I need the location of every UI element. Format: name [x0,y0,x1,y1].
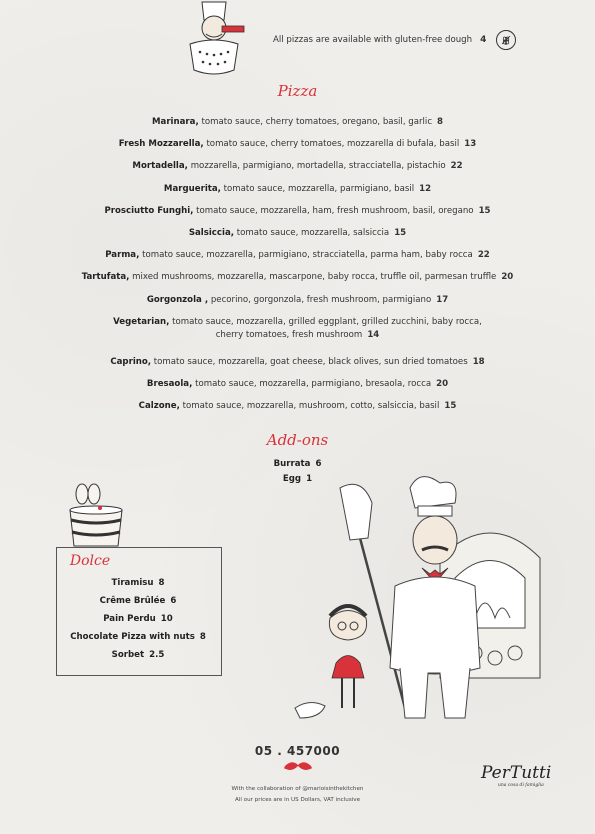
menu-item-parma [40,249,555,271]
item-desc: mozzarella, parmigiano, mortadella, stracciatella, pistachio [190,161,446,172]
menu-item-mortadella [40,160,555,182]
item-name: Fresh Mozzarella, [118,139,204,150]
dolce-name: Pain Perdu [103,614,156,624]
item-name: Prosciutto Funghi, [104,205,194,216]
menu-item-tartufata [40,271,555,293]
menu-item-salsiccia [40,227,555,249]
menu-item-marguerita [40,183,555,205]
item-price: 22 [477,250,490,261]
item-name: Calzone, [138,401,180,412]
addons-section-title: Add-ons [266,431,329,449]
item-price: 14 [367,329,380,340]
item-price: 8 [437,117,444,127]
item-desc: tomato sauce, mozzarella, parmigiano, bresaola, rocca [195,378,432,389]
dolce-item-creme-brulee [56,596,220,614]
dolce-item-chocolate-pizza [56,632,220,650]
dolce-price: 10 [160,614,173,624]
pizza-section-title: Pizza [277,82,318,100]
menu-item-vegetarian [40,316,555,356]
item-desc-line2: cherry tomatoes, fresh mushroom [215,329,363,340]
dolce-section-title: Dolce [60,553,120,569]
dolce-item-pain-perdu [56,614,220,632]
item-desc: pecorino, gorgonzola, fresh mushroom, parmigiano [210,294,432,305]
item-price: 13 [464,139,477,150]
item-name: Caprino, [110,356,152,367]
phone-number: 05 . 457000 [254,744,341,758]
dolce-item-sorbet [56,650,220,668]
menu-item-gorgonzola [40,294,555,316]
dolce-price: 2.5 [149,650,165,660]
dolce-name: Chocolate Pizza with nuts [70,632,195,642]
chef-colander-illustration [180,0,260,80]
item-name: Tartufata, [81,272,130,283]
item-desc: tomato sauce, mozzarella, goat cheese, black olives, sun dried tomatoes [153,356,468,367]
dolce-name: Crême Brûlée [99,596,166,606]
item-name: Parma, [105,250,140,261]
item-name: Salsiccia, [188,227,235,238]
addon-name: Egg [282,474,302,484]
item-price: 15 [478,205,491,216]
menu-item-fresh-mozzarella [40,138,555,160]
item-price: 12 [419,183,432,194]
menu-item-marinara [40,116,555,138]
menu-item-caprino [40,356,555,378]
item-name: Gorgonzola , [146,294,209,305]
item-desc: tomato sauce, mozzarella, grilled eggplant, grilled zucchini, baby rocca, [172,316,482,327]
gluten-free-text: All pizzas are available with gluten-free dough [273,35,473,45]
wheat-icon [496,30,516,50]
gluten-free-price: 4 [480,35,487,45]
item-price: 15 [444,401,457,412]
brand-logo: PerTutti [481,763,552,783]
item-desc: tomato sauce, cherry tomatoes, mozzarella di bufala, basil [206,139,460,150]
item-price: 20 [501,272,514,283]
brand-tagline: una cosa di famiglia [498,783,544,788]
tiramisu-illustration [62,480,132,550]
item-name: Mortadella, [132,161,188,172]
pizza-menu-list [40,116,555,422]
dolce-name: Sorbet [111,650,145,660]
dolce-price: 8 [199,632,206,642]
item-name: Bresaola, [146,378,193,389]
dolce-name: Tiramisu [111,578,154,588]
item-desc: tomato sauce, cherry tomatoes, oregano, basil, garlic [201,117,433,127]
menu-item-calzone [40,400,555,422]
dolce-item-tiramisu [56,578,220,596]
menu-item-prosciutto-funghi [40,205,555,227]
item-desc: tomato sauce, mozzarella, mushroom, cotto, salsiccia, basil [182,401,440,412]
mustache-icon [282,760,314,774]
menu-item-bresaola [40,378,555,400]
item-desc: tomato sauce, mozzarella, parmigiano, stracciatella, parma ham, baby rocca [142,250,473,261]
item-price: 17 [436,294,449,305]
item-desc: tomato sauce, mozzarella, salsiccia [236,227,390,238]
item-desc: mixed mushrooms, mozzarella, mascarpone, baby rocca, truffle oil, parmesan truffle [132,272,497,283]
item-price: 18 [472,356,485,367]
item-name: Marinara, [151,117,199,127]
prices-note: All our prices are in US Dollars, VAT inclusive [234,797,361,803]
item-name: Marguerita, [163,183,221,194]
collab-text: With the collaboration of @marioisinthekitchen [231,786,364,792]
item-price: 20 [436,378,449,389]
dolce-price: 6 [170,596,177,606]
item-desc: tomato sauce, mozzarella, ham, fresh mushroom, basil, oregano [196,205,474,216]
addon-price: 6 [315,459,322,469]
item-name: Vegetarian, [113,316,170,327]
gluten-free-note [273,30,516,50]
chef-oven-illustration [290,468,550,730]
item-price: 22 [450,161,463,172]
item-price: 15 [394,227,407,238]
addon-name: Burrata [273,459,311,469]
addon-price: 1 [306,474,313,484]
dolce-list [56,578,220,668]
dolce-price: 8 [158,578,165,588]
item-desc: tomato sauce, mozzarella, parmigiano, basil [223,183,415,194]
